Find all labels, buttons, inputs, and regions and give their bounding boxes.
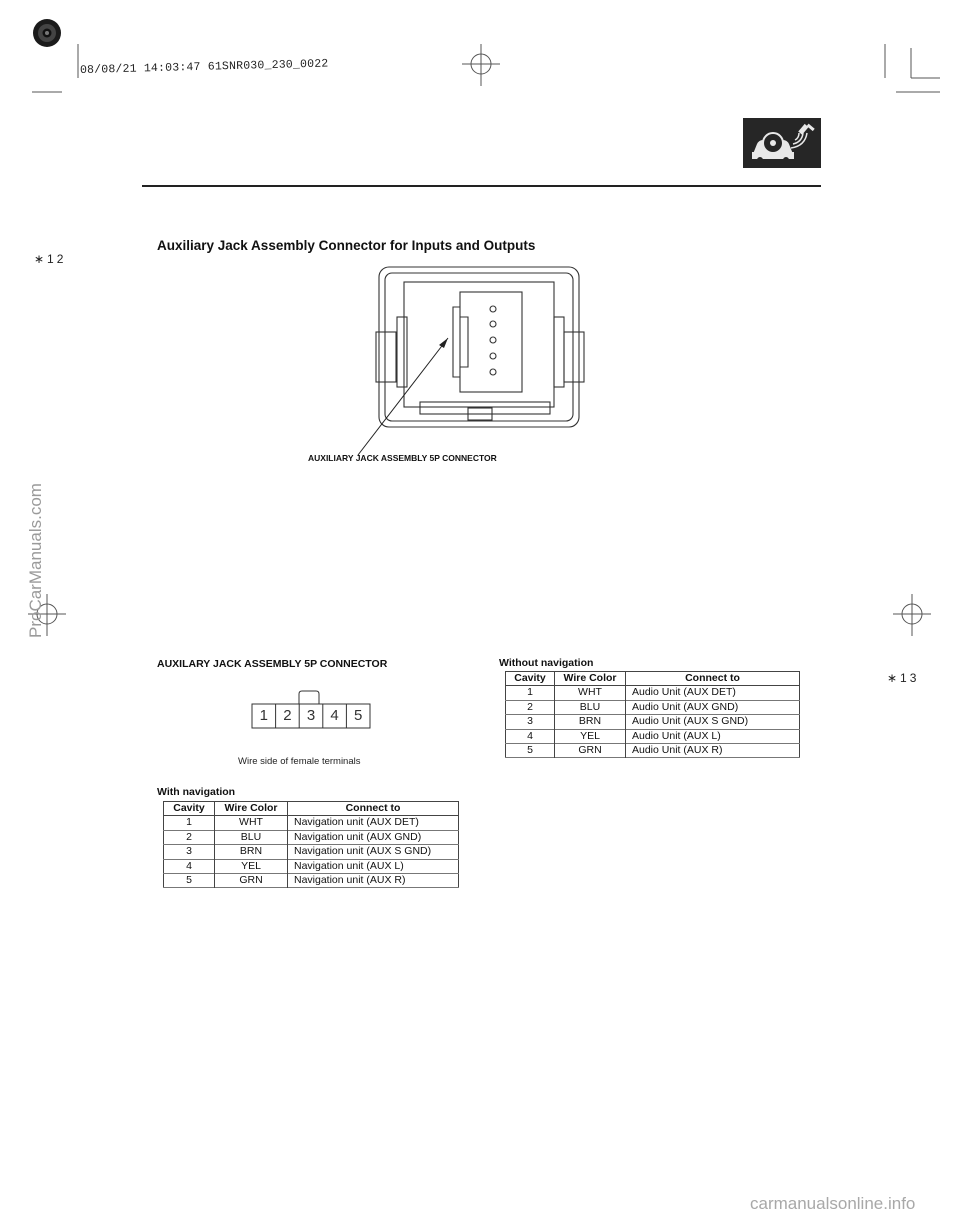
terminal-3: 3 xyxy=(306,707,316,724)
cavity-cell: 5 xyxy=(527,744,533,757)
table-row xyxy=(164,816,459,830)
without-navigation-table xyxy=(505,671,800,758)
terminal-5: 5 xyxy=(354,707,363,724)
connect-to-cell: Audio Unit (AUX L) xyxy=(626,729,800,743)
col-cavity: Cavity xyxy=(164,802,215,816)
col-connect-to: Connect to xyxy=(626,672,800,686)
wire-color-cell: BRN xyxy=(555,715,626,729)
table-header-row xyxy=(506,672,800,686)
photo-callout: AUXILIARY JACK ASSEMBLY 5P CONNECTOR xyxy=(308,453,497,463)
crosshair-icon xyxy=(462,44,500,86)
cavity-cell: 2 xyxy=(186,830,192,843)
wire-color-cell: GRN xyxy=(215,874,288,888)
table-row xyxy=(506,715,800,729)
table-row xyxy=(506,744,800,758)
wire-color-cell: GRN xyxy=(555,744,626,758)
cavity-cell: 5 xyxy=(186,874,192,887)
wire-color-cell: WHT xyxy=(215,816,288,830)
page-mark-left: ∗12 xyxy=(34,252,67,266)
connect-to-cell: Audio Unit (AUX DET) xyxy=(626,686,800,700)
footer-watermark: carmanualsonline.info xyxy=(750,1194,916,1213)
terminal-2: 2 xyxy=(283,707,292,724)
cavity-cell: 3 xyxy=(186,845,192,858)
wire-color-cell: YEL xyxy=(555,729,626,743)
cavity-cell: 1 xyxy=(186,816,192,829)
connector-photo xyxy=(340,262,590,462)
col-connect-to: Connect to xyxy=(288,802,459,816)
print-stamp: 08/08/21 14:03:47 61SNR030_230_0022 xyxy=(79,57,329,77)
without-navigation-heading: Without navigation xyxy=(499,657,594,669)
connector-heading: AUXILARY JACK ASSEMBLY 5P CONNECTOR xyxy=(157,658,388,670)
page-mark-right: ∗13 xyxy=(887,671,920,685)
connector-face xyxy=(251,690,371,730)
site-watermark: ProCarManuals.com xyxy=(26,483,45,638)
connect-to-cell: Audio Unit (AUX R) xyxy=(626,744,800,758)
with-navigation-table xyxy=(163,801,459,888)
table-row xyxy=(164,874,459,888)
connect-to-cell: Navigation unit (AUX DET) xyxy=(288,816,459,830)
connect-to-cell: Audio Unit (AUX GND) xyxy=(626,700,800,714)
connector-caption: Wire side of female terminals xyxy=(238,756,361,767)
terminal-1: 1 xyxy=(259,707,268,724)
section-title: Auxiliary Jack Assembly Connector for Inputs and Outputs xyxy=(157,238,536,253)
crosshair-icon xyxy=(893,594,931,636)
cavity-cell: 3 xyxy=(527,715,533,728)
table-row xyxy=(164,859,459,873)
col-wire-color: Wire Color xyxy=(555,672,626,686)
wire-color-cell: BRN xyxy=(215,845,288,859)
cavity-cell: 4 xyxy=(527,729,533,742)
wire-color-cell: BLU xyxy=(555,700,626,714)
with-navigation-heading: With navigation xyxy=(157,786,236,798)
table-row xyxy=(164,830,459,844)
table-header-row xyxy=(164,802,459,816)
wire-color-cell: WHT xyxy=(555,686,626,700)
col-wire-color: Wire Color xyxy=(215,802,288,816)
connect-to-cell: Navigation unit (AUX S GND) xyxy=(288,845,459,859)
table-row xyxy=(164,845,459,859)
cavity-cell: 4 xyxy=(186,859,192,872)
connect-to-cell: Audio Unit (AUX S GND) xyxy=(626,715,800,729)
connect-to-cell: Navigation unit (AUX R) xyxy=(288,874,459,888)
cavity-cell: 1 xyxy=(527,686,533,699)
col-cavity: Cavity xyxy=(506,672,555,686)
table-row xyxy=(506,700,800,714)
table-row xyxy=(506,686,800,700)
connect-to-cell: Navigation unit (AUX L) xyxy=(288,859,459,873)
audio-navigation-icon xyxy=(743,118,821,168)
table-row xyxy=(506,729,800,743)
cavity-cell: 2 xyxy=(527,700,533,713)
terminal-4: 4 xyxy=(330,707,339,724)
wire-color-cell: BLU xyxy=(215,830,288,844)
connect-to-cell: Navigation unit (AUX GND) xyxy=(288,830,459,844)
registration-target-icon xyxy=(33,19,61,47)
wire-color-cell: YEL xyxy=(215,859,288,873)
